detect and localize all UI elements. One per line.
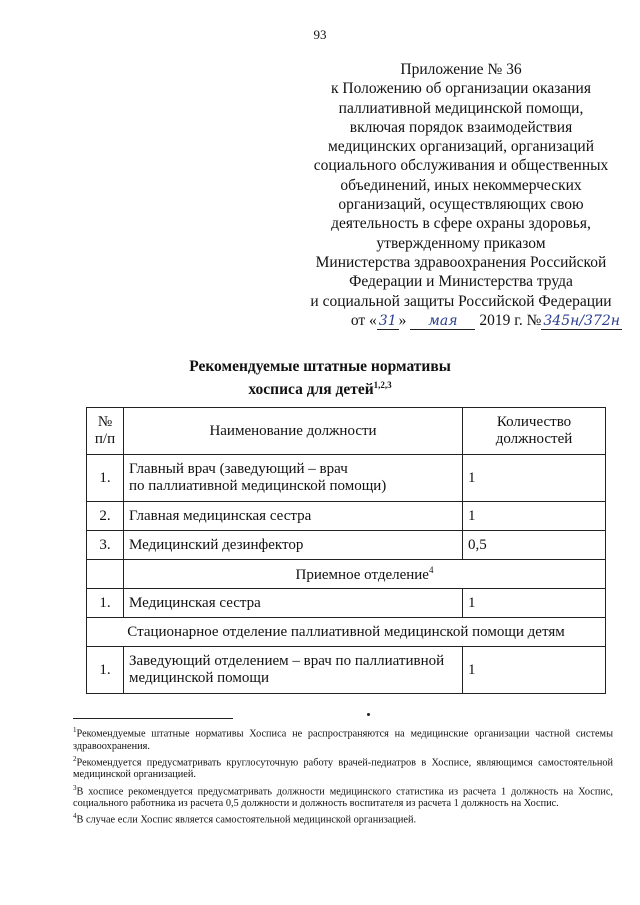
footnote-marker: 4 [73, 812, 77, 821]
header-qty-line2: должностей [495, 431, 573, 447]
date-prefix: от « [350, 311, 377, 329]
section-empty-cell [87, 560, 124, 589]
table-header-row [87, 408, 606, 455]
footnote [73, 782, 613, 811]
row-num: 3. [87, 531, 124, 560]
appendix-line: организаций, осуществляющих свою [338, 196, 584, 214]
footnote [73, 724, 613, 753]
date-mid: » [398, 311, 407, 329]
appendix-line: социального обслуживания и общественных [313, 157, 609, 175]
section-title-text: Приемное отделение [295, 566, 429, 583]
table-row [87, 502, 606, 531]
row-name: Медицинский дезинфектор [124, 531, 463, 560]
appendix-line: медицинских организаций, организаций [327, 138, 595, 156]
footnotes [73, 724, 613, 827]
appendix-line: Министерства здравоохранения Российской [315, 253, 607, 271]
appendix-line: включая порядок взаимодействия [349, 118, 573, 136]
row-name-line2: по паллиативной медицинской помощи) [129, 478, 387, 494]
table-row [87, 589, 606, 618]
row-num: 1. [87, 647, 124, 694]
footnote-marker: 3 [73, 783, 77, 792]
table-row [87, 531, 606, 560]
header-num [87, 408, 124, 455]
footnote [73, 753, 613, 782]
row-name [124, 647, 463, 694]
date-year: 2019 г. № [479, 311, 542, 329]
section-row [87, 618, 606, 647]
date-month-handwritten: мая [410, 313, 475, 330]
order-number-handwritten: 345н/372н [543, 312, 620, 329]
title-footnote-ref: 1,2,3 [373, 380, 392, 390]
row-qty: 1 [463, 647, 606, 694]
table-row [87, 455, 606, 502]
section-title [124, 560, 606, 589]
row-name [124, 455, 463, 502]
footnote-text: В хосписе рекомендуется предусматривать должности медицинского статистика из расчета 1 должность на Хоспис, социального работника из расчета 0,5 должности и должность воспитателя из расчета 1 должность на Хоспис. [73, 786, 613, 810]
staff-table [86, 407, 606, 694]
appendix-line: деятельность в сфере охраны здоровья, [331, 215, 591, 233]
title-line-2: хосписа для детей [248, 381, 374, 399]
footnote-marker: 2 [73, 754, 77, 763]
appendix-line: к Положению об организации оказания [331, 80, 591, 98]
appendix-line: объединений, иных некоммерческих [340, 176, 582, 194]
row-num: 1. [87, 455, 124, 502]
header-name: Наименование должности [124, 408, 463, 455]
page-number: 93 [313, 27, 327, 42]
appendix-line: Федерации и Министерства труда [349, 273, 573, 291]
appendix-line: утвержденному приказом [376, 234, 546, 252]
row-name-line2: медицинской помощи [129, 670, 269, 686]
row-qty: 1 [463, 589, 606, 618]
row-name-line1: Заведующий отделением – врач по паллиативной [129, 653, 445, 669]
section-footnote-ref: 4 [428, 564, 434, 575]
row-qty: 1 [463, 502, 606, 531]
title-line-1: Рекомендуемые штатные нормативы [189, 358, 451, 375]
date-day-handwritten: 31 [378, 312, 397, 329]
section-row [87, 560, 606, 589]
row-name: Медицинская сестра [124, 589, 463, 618]
document-title [0, 357, 640, 399]
footnote-text: В случае если Хоспис является самостоятельной медицинской организацией. [76, 814, 417, 826]
footnote-marker: 1 [73, 726, 77, 734]
row-num: 1. [87, 589, 124, 618]
header-num-line1: № [97, 414, 113, 430]
appendix-line: паллиативной медицинской помощи, [338, 99, 584, 117]
appendix-line: и социальной защиты Российской Федерации [310, 292, 612, 310]
header-qty [463, 408, 606, 455]
stray-mark [367, 713, 370, 716]
row-qty: 1 [463, 455, 606, 502]
row-name: Главная медицинская сестра [124, 502, 463, 531]
footnote-text: Рекомендуемые штатные нормативы Хосписа не распространяются на медицинские организации частной системы здравоохранения. [73, 728, 613, 752]
section-title: Стационарное отделение паллиативной медицинской помощи детям [87, 618, 606, 647]
row-name-line1: Главный врач (заведующий – врач [129, 461, 348, 477]
header-qty-line1: Количество [496, 414, 572, 430]
footnote [73, 810, 613, 827]
appendix-line: Приложение № 36 [400, 61, 522, 78]
footnote-divider [73, 718, 233, 719]
row-num: 2. [87, 502, 124, 531]
order-date-line [300, 311, 622, 331]
row-qty: 0,5 [463, 531, 606, 560]
appendix-header [300, 60, 622, 331]
header-num-line2: п/п [94, 431, 116, 447]
table-row [87, 647, 606, 694]
footnote-text: Рекомендуется предусматривать круглосуточную работу врачей-педиатров в Хосписе, являющимся самостоятельной медицинской организацией. [73, 757, 613, 781]
